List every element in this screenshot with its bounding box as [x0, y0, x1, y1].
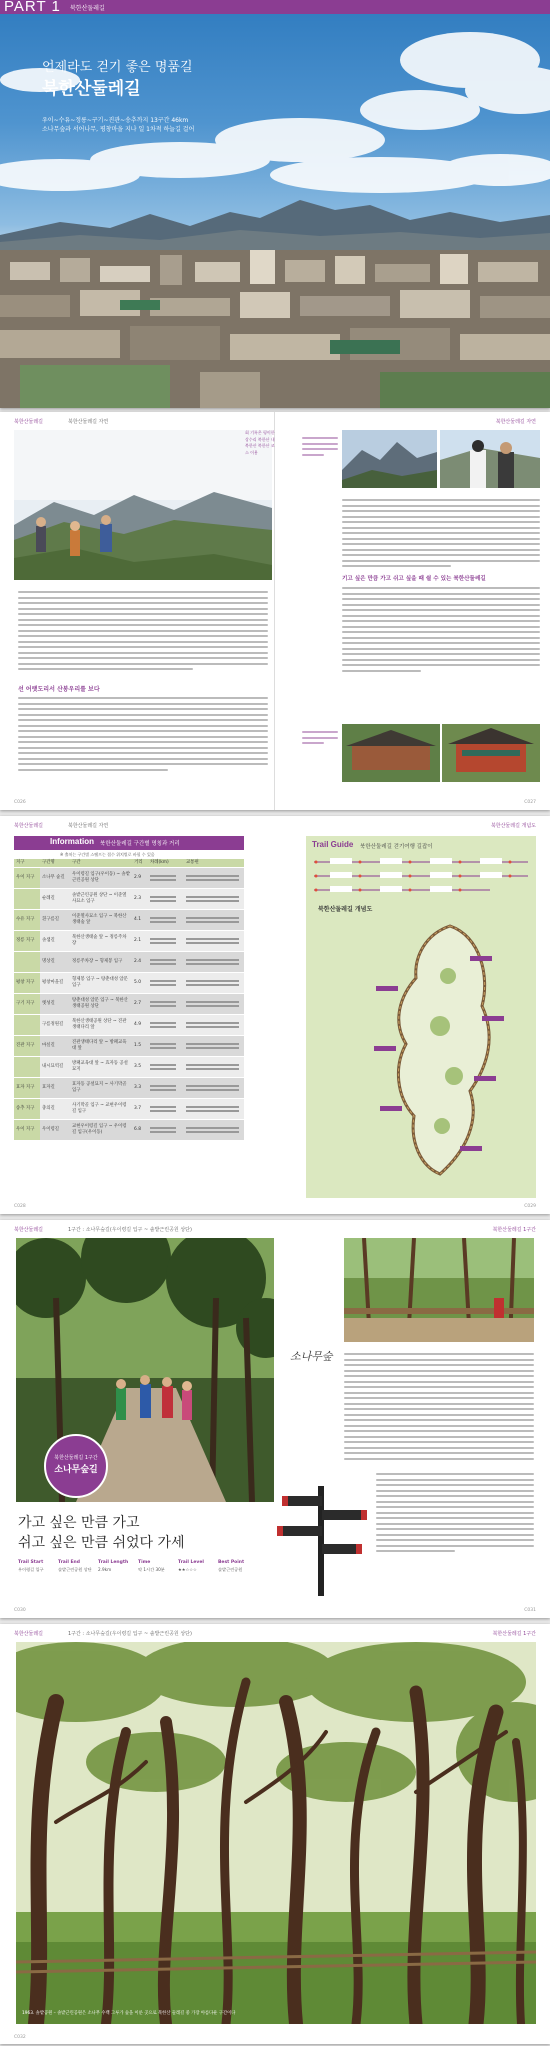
text-line	[150, 1022, 176, 1024]
table-cell-transit	[184, 867, 244, 888]
runner-right: 북한산둘레길 1구간	[492, 1227, 536, 1233]
table-cell-stamp	[148, 1077, 184, 1098]
text-line	[150, 1005, 176, 1007]
page-number-left: C028	[14, 1204, 26, 1209]
text-line	[150, 1068, 176, 1070]
text-line	[186, 1110, 239, 1112]
text-line	[150, 938, 176, 940]
table-row	[14, 1014, 244, 1035]
table-cell-dist: 4.1	[132, 909, 148, 930]
trail-stat-label: Trail Length	[98, 1560, 129, 1565]
table-cell-route: 탕춘대성 암문 입구 ~ 북한산생태공원 상단	[70, 993, 132, 1014]
table-cell-stamp	[148, 1014, 184, 1035]
guide-title: Trail Guide	[312, 840, 354, 849]
col-stamp: 차례(km)	[148, 859, 184, 867]
headline-line2: 쉬고 싶은 만큼 쉬었다 가세	[18, 1535, 185, 1551]
table-row	[14, 867, 244, 888]
table-row	[14, 1056, 244, 1077]
table-cell-route: 진관생태다리 앞 ~ 방패교육대 앞	[70, 1035, 132, 1056]
table-cell-zone: 수유 지구	[14, 909, 40, 930]
text-line	[150, 1047, 176, 1049]
text-line	[150, 1064, 176, 1066]
text-line	[186, 900, 239, 902]
trail-stat-label: Trail End	[58, 1560, 80, 1565]
info-subtitle: 북한산둘레길 구간별 명칭과 거리	[100, 841, 180, 847]
runner-left-sub: 1구간 : 소나무숲길(우이령길 입구 ~ 솔밭근린공원 상단)	[68, 1631, 192, 1637]
mountain-photo	[342, 430, 437, 488]
cover-desc-line1: 우이~수유~정릉~구기~진관~송추까지 13구간 46km	[42, 117, 189, 124]
table-cell-zone: 효자 지구	[14, 1077, 40, 1098]
text-line	[150, 1026, 176, 1028]
page-number-left: C030	[14, 1608, 26, 1613]
text-line	[150, 984, 176, 986]
section-tag: 북한산둘레길	[70, 5, 105, 12]
text-line	[186, 1001, 239, 1003]
table-cell-name: 명상길	[40, 951, 70, 972]
table-cell-name: 옛성길	[40, 993, 70, 1014]
trail-stat-value: 2.9km	[98, 1567, 112, 1572]
text-line	[186, 942, 239, 944]
body-text-left	[18, 588, 268, 674]
text-line	[150, 959, 176, 961]
text-line	[150, 1085, 176, 1087]
table-cell-stamp	[148, 930, 184, 951]
table-cell-transit	[184, 1014, 244, 1035]
trail-stat	[178, 1560, 216, 1572]
runner-left: 북한산둘레길	[14, 1631, 43, 1637]
guide-map-title: 북한산둘레길 개념도	[318, 906, 373, 913]
runner-left: 북한산둘레길	[14, 1227, 43, 1233]
trail-stat	[18, 1560, 56, 1573]
cover-title-line1: 언제라도 걷기 좋은 명품길	[42, 60, 193, 75]
text-line	[150, 942, 176, 944]
table-cell-dist: 2.4	[132, 951, 148, 972]
text-line	[186, 938, 239, 940]
signpost-photo	[272, 1486, 372, 1596]
table-cell-dist: 2.7	[132, 993, 148, 1014]
text-line	[186, 1043, 239, 1045]
table-row	[14, 972, 244, 993]
badge-line2: 소나무숲길	[54, 1465, 98, 1475]
table-cell-transit	[184, 1035, 244, 1056]
table-cell-stamp	[148, 1056, 184, 1077]
text-line	[186, 1131, 239, 1133]
trail-stat-value: ★★☆☆☆	[178, 1567, 197, 1572]
table-cell-name: 구름정원길	[40, 1014, 70, 1035]
table-cell-zone: 평창 지구	[14, 972, 40, 993]
table-cell-route: 북한산생태숲 앞 ~ 정릉주차장	[70, 930, 132, 951]
subhead-left: 선 어랫도리서 산봉우리를 보다	[18, 686, 100, 693]
table-cell-stamp	[148, 972, 184, 993]
table-cell-stamp	[148, 1035, 184, 1056]
spread-information	[0, 816, 550, 1214]
spread-section-1	[0, 1220, 550, 1618]
bottom-caption-note	[302, 728, 338, 748]
text-line	[186, 1106, 239, 1108]
trail-stat-label: Best Point	[218, 1560, 245, 1565]
table-cell-stamp	[148, 1098, 184, 1119]
text-line	[186, 1068, 239, 1070]
table-cell-zone: 송추 지구	[14, 1098, 40, 1119]
table-row	[14, 930, 244, 951]
page-number-left: C026	[14, 800, 26, 805]
table-cell-route: 정릉주차장 ~ 형제봉 입구	[70, 951, 132, 972]
table-cell-stamp	[148, 1119, 184, 1140]
table-cell-transit	[184, 993, 244, 1014]
table-row	[14, 1035, 244, 1056]
text-line	[186, 1026, 239, 1028]
table-cell-name: 순례길	[40, 888, 70, 909]
text-line	[150, 921, 176, 923]
trail-stats	[18, 1560, 258, 1590]
cover-desc-line2: 소나무숲과 서어나무, 평창마을 지나 일 1차적 하늘길 걸어	[42, 126, 195, 133]
table-cell-zone	[14, 1014, 40, 1035]
table-cell-name: 마실길	[40, 1035, 70, 1056]
page-number-right: C031	[524, 1608, 536, 1613]
table-cell-name: 우이령길	[40, 1119, 70, 1140]
table-cell-zone: 정릉 지구	[14, 930, 40, 951]
text-line	[186, 879, 239, 881]
table-cell-route: 교현우이령길 입구 ~ 우이령길 입구(우이동)	[70, 1119, 132, 1140]
table-cell-transit	[184, 888, 244, 909]
text-line	[186, 1047, 239, 1049]
subhead-right: 기고 싶은 만큼 가고 쉬고 싶을 때 쉴 수 있는 북한산둘레길	[342, 576, 486, 582]
hikers-photo	[14, 430, 272, 580]
text-line	[150, 963, 176, 965]
table-cell-route: 사기막골 입구 ~ 교현우이령길 입구	[70, 1098, 132, 1119]
couple-photo	[440, 430, 540, 488]
text-line	[186, 875, 239, 877]
page-number-right: C029	[524, 1204, 536, 1209]
gutter	[274, 412, 275, 810]
table-cell-stamp	[148, 867, 184, 888]
body-text-right-2	[342, 584, 540, 675]
table-cell-transit	[184, 1056, 244, 1077]
table-cell-dist: 3.3	[132, 1077, 148, 1098]
table-cell-stamp	[148, 909, 184, 930]
table-cell-dist: 2.3	[132, 888, 148, 909]
text-line	[186, 980, 239, 982]
table-cell-transit	[184, 1077, 244, 1098]
part-label: PART 1	[4, 0, 61, 15]
body-text-right	[342, 496, 540, 571]
col-route: 구간	[70, 859, 132, 867]
table-cell-zone: 진관 지구	[14, 1035, 40, 1056]
text-line	[186, 963, 239, 965]
runner-left: 북한산둘레길	[14, 419, 43, 425]
table-cell-name: 내시묘역길	[40, 1056, 70, 1077]
page-number-right: C027	[524, 800, 536, 805]
photo-caption: 회 기록은 평이한 상수리 북한산 내 북한산 북한산 코스 이용	[245, 430, 275, 455]
table-cell-name: 솔샘길	[40, 930, 70, 951]
trail-stat-value: 솔밭근린공원 상단	[58, 1567, 92, 1572]
spread-cover	[0, 0, 550, 408]
trail-stat-value: 약 1시간 30분	[138, 1567, 165, 1572]
trail-stat	[218, 1560, 256, 1573]
table-cell-dist: 6.8	[132, 1119, 148, 1140]
col-name: 구간명	[40, 859, 70, 867]
table-cell-stamp	[148, 888, 184, 909]
table-cell-dist: 3.7	[132, 1098, 148, 1119]
runner-right: 북한산둘레길 개념도	[490, 823, 536, 829]
table-cell-dist: 4.9	[132, 1014, 148, 1035]
text-line	[186, 1064, 239, 1066]
table-cell-route: 형제봉 입구 ~ 탕춘대성 암문 입구	[70, 972, 132, 993]
text-line	[150, 917, 176, 919]
text-line	[150, 896, 176, 898]
text-line	[186, 1022, 239, 1024]
table-cell-route: 솔밭근린공원 상단 ~ 이준열사묘소 입구	[70, 888, 132, 909]
info-table	[14, 859, 244, 1141]
text-line	[150, 1131, 176, 1133]
table-cell-name: 소나무 숲길	[40, 867, 70, 888]
badge-line1: 북한산둘레길 1구간	[54, 1455, 98, 1461]
text-line	[186, 1005, 239, 1007]
table-cell-route: 이준열사묘소 입구 ~ 북한산생태숲 앞	[70, 909, 132, 930]
table-cell-transit	[184, 1119, 244, 1140]
body-text-right	[344, 1350, 534, 1463]
trail-map	[370, 916, 510, 1186]
table-cell-transit	[184, 930, 244, 951]
spread-article	[0, 412, 550, 810]
table-cell-route: 방패교육대 앞 ~ 효자동 공설묘지	[70, 1056, 132, 1077]
text-line	[150, 875, 176, 877]
info-note: ※ 출처는 구간별 스탬프는 접수 위치별로 바뀔 수 있음	[60, 852, 155, 857]
page-number: C032	[14, 2035, 26, 2040]
info-title: Information	[50, 837, 94, 846]
table-cell-dist: 1.5	[132, 1035, 148, 1056]
table-cell-transit	[184, 951, 244, 972]
text-line	[186, 896, 239, 898]
runner-left-sub: 북한산둘레길 자연	[68, 823, 109, 829]
trail-stat	[58, 1560, 96, 1573]
temple-photo-1	[342, 724, 440, 782]
table-cell-zone	[14, 1056, 40, 1077]
table-row	[14, 888, 244, 909]
pine-bench-photo	[344, 1238, 534, 1342]
runner-right: 북한산둘레길 1구간	[492, 1631, 536, 1637]
runner-left-sub: 1구간 : 소나무숲길(우이령길 입구 ~ 솔밭근린공원 상단)	[68, 1227, 192, 1233]
col-dist: 거리	[132, 859, 148, 867]
table-cell-name: 흰구름길	[40, 909, 70, 930]
text-line	[150, 980, 176, 982]
table-cell-stamp	[148, 993, 184, 1014]
text-line	[186, 984, 239, 986]
table-cell-route: 북한산생태공원 상단 ~ 진관생태다리 앞	[70, 1014, 132, 1035]
table-row	[14, 1119, 244, 1140]
text-line	[150, 1106, 176, 1108]
text-line	[150, 1001, 176, 1003]
table-row	[14, 993, 244, 1014]
table-cell-name: 평창마을길	[40, 972, 70, 993]
text-line	[186, 1085, 239, 1087]
text-line	[150, 1043, 176, 1045]
table-cell-dist: 3.5	[132, 1056, 148, 1077]
cover-title-line2: 북한산둘레길	[42, 79, 141, 99]
table-cell-transit	[184, 972, 244, 993]
runner-left-sub: 북한산둘레길 자연	[68, 419, 109, 425]
headline-line1: 가고 싶은 만큼 가고	[18, 1515, 140, 1531]
trail-stat-label: Trail Level	[178, 1560, 204, 1565]
trail-stat-label: Trail Start	[18, 1560, 44, 1565]
pine-forest-photo	[16, 1642, 536, 2024]
text-line	[186, 1127, 239, 1129]
spread-pine-forest	[0, 1624, 550, 2044]
table-cell-dist: 2.1	[132, 930, 148, 951]
text-line	[150, 1110, 176, 1112]
col-zone: 지구	[14, 859, 40, 867]
text-line	[186, 959, 239, 961]
trail-stat-value: 솔밭근린공원	[218, 1567, 243, 1572]
text-line	[150, 1089, 176, 1091]
runner-left: 북한산둘레길	[14, 823, 43, 829]
table-cell-dist: 5.0	[132, 972, 148, 993]
table-cell-stamp	[148, 951, 184, 972]
table-row	[14, 1077, 244, 1098]
photo-caption: 1963. 솔밭공원 – 솔밭근린공원은 소나무 수백 그루가 숲을 이룬 곳으로 북한산 둘레길 중 가장 아름다운 구간이다	[22, 2011, 236, 2016]
temple-photo-2	[442, 724, 540, 782]
runner-right: 북한산둘레길 자연	[495, 419, 536, 425]
drop-word: 소나무숲	[290, 1350, 333, 1363]
table-cell-zone: 우이 지구	[14, 867, 40, 888]
guide-subtitle: 북한산둘레길 걷기여행 길잡이	[360, 844, 433, 850]
trail-stat-value: 우이령길 입구	[18, 1567, 44, 1572]
trail-stat	[98, 1560, 136, 1572]
trail-stat	[138, 1560, 176, 1573]
right-caption-note	[302, 434, 338, 459]
route-strip	[310, 854, 532, 894]
table-row	[14, 951, 244, 972]
body-text-right-2	[376, 1470, 534, 1556]
text-line	[186, 1089, 239, 1091]
table-cell-zone	[14, 888, 40, 909]
table-cell-transit	[184, 909, 244, 930]
body-text-left-2	[18, 694, 268, 774]
table-cell-zone	[14, 951, 40, 972]
text-line	[150, 1127, 176, 1129]
table-cell-name: 충의길	[40, 1098, 70, 1119]
text-line	[150, 879, 176, 881]
table-cell-name: 효자길	[40, 1077, 70, 1098]
text-line	[186, 921, 239, 923]
table-row	[14, 909, 244, 930]
table-cell-dist: 2.9	[132, 867, 148, 888]
table-cell-zone: 구기 지구	[14, 993, 40, 1014]
text-line	[150, 900, 176, 902]
text-line	[186, 917, 239, 919]
table-cell-route: 우이령길 입구(우이동) ~ 솔밭근린공원 상단	[70, 867, 132, 888]
table-cell-route: 효자동 공설묘지 ~ 사기막골 입구	[70, 1077, 132, 1098]
trail-stat-label: Time	[138, 1560, 151, 1565]
table-cell-transit	[184, 1098, 244, 1119]
table-cell-zone: 우이 지구	[14, 1119, 40, 1140]
table-row	[14, 1098, 244, 1119]
col-transit: 교통편	[184, 859, 244, 867]
